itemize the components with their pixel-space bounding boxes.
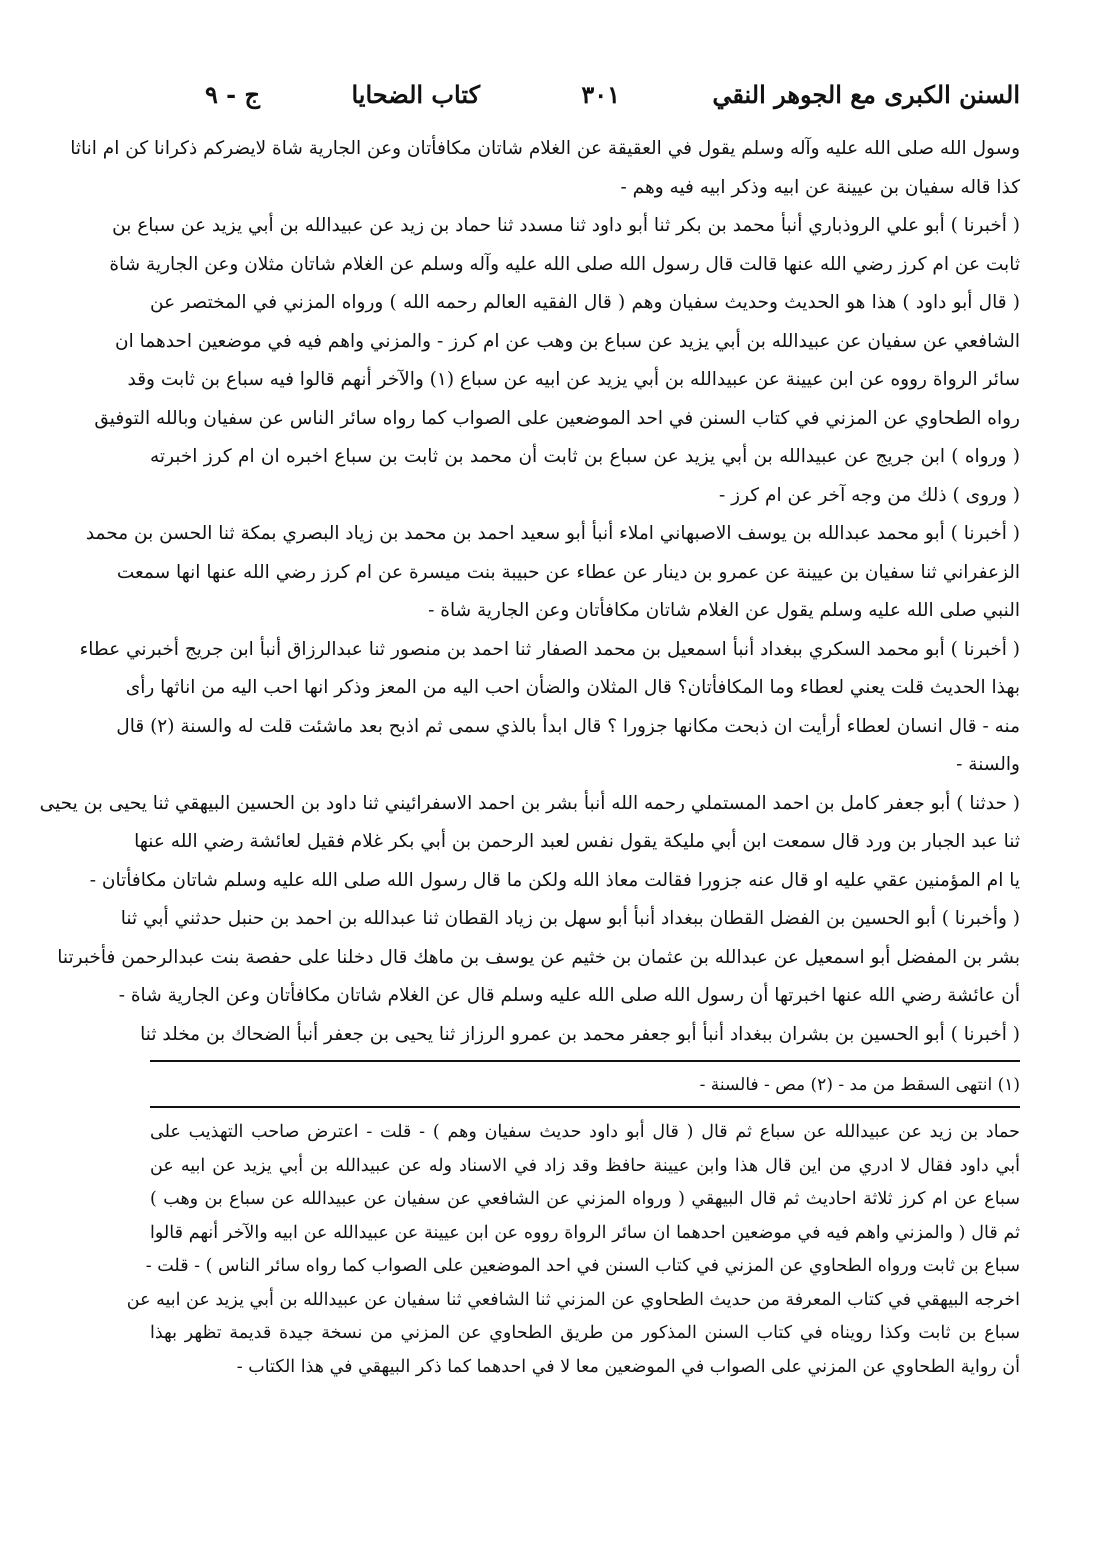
commentary-line: سباع عن ام كرز ثلاثة احاديث ثم قال البيهقي ( ورواه المزني عن الشافعي عن سفيان عن عبيدالله عن سباع بن وهب ) xyxy=(150,1189,1020,1209)
volume-number: ج - ٩ xyxy=(204,80,260,109)
book-title: السنن الكبرى مع الجوهر النقي xyxy=(712,80,1020,109)
commentary-line: ثم قال ( والمزني واهم فيه في موضعين احدهما ان سائر الرواة رووه عن ابن عيينة عن عبيدالله عن ابيه والآخر أنهم قالوا xyxy=(150,1222,1020,1243)
commentary-line: اخرجه البيهقي في كتاب المعرفة من حديث الطحاوي عن المزني ثنا الشافعي ثنا سفيان عن عبيدالله بن أبي يزيد عن ابيه عن xyxy=(126,1289,1020,1310)
text-line: ( أخبرنا ) أبو محمد عبدالله بن يوسف الاصبهاني املاء أنبأ أبو سعيد احمد بن محمد بن زياد البصري بمكة ثنا الحسن بن محمد xyxy=(85,523,1020,544)
text-line: النبي صلى الله عليه وسلم يقول عن الغلام شاتان مكافأتان وعن الجارية شاة - xyxy=(428,600,1020,621)
commentary-line: حماد بن زيد عن عبيدالله عن سباع ثم قال ( قال أبو داود حديث سفيان وهم ) - قلت - اعترض صاحب التهذيب على xyxy=(150,1122,1020,1142)
text-line: ( أخبرنا ) أبو محمد السكري ببغداد أنبأ اسمعيل بن محمد الصفار ثنا احمد بن منصور ثنا عبدالرزاق أنبأ ابن جريج أخبرني عطاء xyxy=(79,638,1020,660)
document-page xyxy=(39,70,1020,1384)
commentary-divider xyxy=(150,1106,1020,1108)
footnote: (١) انتهى السقط من مد - (٢) مص - فالسنة - xyxy=(699,1075,1020,1095)
text-line: منه - قال انسان لعطاء أرأيت ان ذبحت مكانها جزورا ؟ قال ابدأ بالذي سمى ثم اذبح بعد ماشئت قلت له والسنة (٢) قال xyxy=(116,715,1020,737)
text-line: رواه الطحاوي عن المزني في كتاب السنن في احد الموضعين على الصواب كما رواه سائر الناس عن سفيان وبالله التوفيق xyxy=(94,407,1020,429)
text-line: والسنة - xyxy=(956,754,1020,775)
text-line: أن عائشة رضي الله عنها اخبرتها أن رسول الله صلى الله عليه وسلم قال عن الغلام شاتان مكافأتان وعن الجارية شاة - xyxy=(118,985,1020,1006)
footnote-divider xyxy=(150,1060,1020,1062)
text-line: سائر الرواة رووه عن ابن عيينة عن عبيدالله بن أبي يزيد عن ابيه عن سباع (١) والآخر أنهم قالوا فيه سباع بن ثابت وقد xyxy=(127,369,1020,390)
text-line: يا ام المؤمنين عقي عليه او قال عنه جزورا فقالت معاذ الله ولكن ما قال رسول الله صلى الله عليه وسلم شاتان مكافأتان - xyxy=(89,869,1020,891)
chapter-title: كتاب الضحايا xyxy=(351,80,480,109)
text-line: الشافعي عن سفيان عن عبيدالله بن أبي يزيد عن سباع بن وهب عن ام كرز - والمزني واهم فيه في موضعين احدهما ان xyxy=(115,330,1020,352)
text-line: ( ورواه ) ابن جريج عن عبيدالله بن أبي يزيد عن سباع بن ثابت أن محمد بن ثابت بن سباع اخبره ان ام كرز اخبرته xyxy=(150,446,1020,467)
commentary-text xyxy=(126,1116,1020,1384)
text-line: ثابت عن ام كرز رضي الله عنها قالت قال رسول الله صلى الله عليه وآله وسلم عن الغلام شاتان مثلان وعن الجارية شاة xyxy=(109,253,1020,275)
text-line: بشر بن المفضل أبو اسمعيل عن عبدالله بن عثمان بن خثيم عن يوسف بن ماهك قال دخلنا على حفصة بنت عبدالرحمن فأخبرتنا xyxy=(57,946,1020,968)
page-number: ٣٠١ xyxy=(581,80,620,109)
text-line: الزعفراني ثنا سفيان بن عيينة عن عمرو بن دينار عن عطاء عن حبيبة بنت ميسرة عن ام كرز رضي الله عنها انها سمعت xyxy=(116,561,1020,583)
main-text xyxy=(39,130,1020,1054)
text-line: ثنا عبد الجبار بن ورد قال سمعت ابن أبي مليكة يقول نفس لعبد الرحمن بن أبي بكر غلام فقيل لعائشة رضي الله عنها xyxy=(134,831,1020,852)
text-line: ( وأخبرنا ) أبو الحسين بن الفضل القطان ببغداد أنبأ أبو سهل بن زياد القطان ثنا عبدالله بن احمد بن حنبل حدثني أبي ثنا xyxy=(120,908,1020,929)
commentary-line: أبي داود فقال لا ادري من اين قال هذا وابن عيينة حافظ وقد زاد في الاسناد وله عن عبيدالله بن أبي يزيد عن ابيه عن xyxy=(150,1155,1020,1176)
text-line: ( قال أبو داود ) هذا هو الحديث وحديث سفيان وهم ( قال الفقيه العالم رحمه الله ) ورواه المزني في المختصر عن xyxy=(150,292,1020,313)
text-line: ( أخبرنا ) أبو علي الروذباري أنبأ محمد بن بكر ثنا أبو داود ثنا مسدد ثنا حماد بن زيد عن عبيدالله بن أبي يزيد عن سباع بن xyxy=(112,215,1020,236)
text-line: وسول الله صلى الله عليه وآله وسلم يقول في العقيقة عن الغلام شاتان مكافأتان وعن الجارية شاة لايضركم ذكرانا كن ام اناثا xyxy=(70,138,1020,159)
text-line: ( وروى ) ذلك من وجه آخر عن ام كرز - xyxy=(719,484,1020,506)
commentary-line: سباع بن ثابت ورواه الطحاوي عن المزني في كتاب السنن في احد الموضعين على الصواب كما رواه سائر الناس ) - قلت - xyxy=(145,1256,1020,1276)
text-line: كذا قاله سفيان بن عيينة عن ابيه وذكر ابيه فيه وهم - xyxy=(620,176,1020,198)
page-header xyxy=(150,70,1020,130)
text-line: بهذا الحديث قلت يعني لعطاء وما المكافأتان؟ قال المثلان والضأن احب اليه من المعز وذكر انها احب اليه من اناثها رأى xyxy=(125,677,1020,698)
text-line: ( أخبرنا ) أبو الحسين بن بشران ببغداد أنبأ أبو جعفر محمد بن عمرو الرزاز ثنا يحيى بن جعفر أنبأ الضحاك بن مخلد ثنا xyxy=(140,1023,1020,1045)
commentary-line: سباع بن ثابت وكذا رويناه في كتاب السنن المذكور من طريق الطحاوي عن المزني من نسخة جيدة قديمة تظهر بهذا xyxy=(150,1323,1020,1343)
commentary-line: أن رواية الطحاوي عن المزني على الصواب في الموضعين معا لا في احدهما كما ذكر البيهقي في هذا الكتاب - xyxy=(236,1356,1020,1377)
text-line: ( حدثنا ) أبو جعفر كامل بن احمد المستملي رحمه الله أنبأ بشر بن احمد الاسفرائيني ثنا داود بن الحسين البيهقي ثنا يحيى بن يحيى xyxy=(39,792,1020,814)
